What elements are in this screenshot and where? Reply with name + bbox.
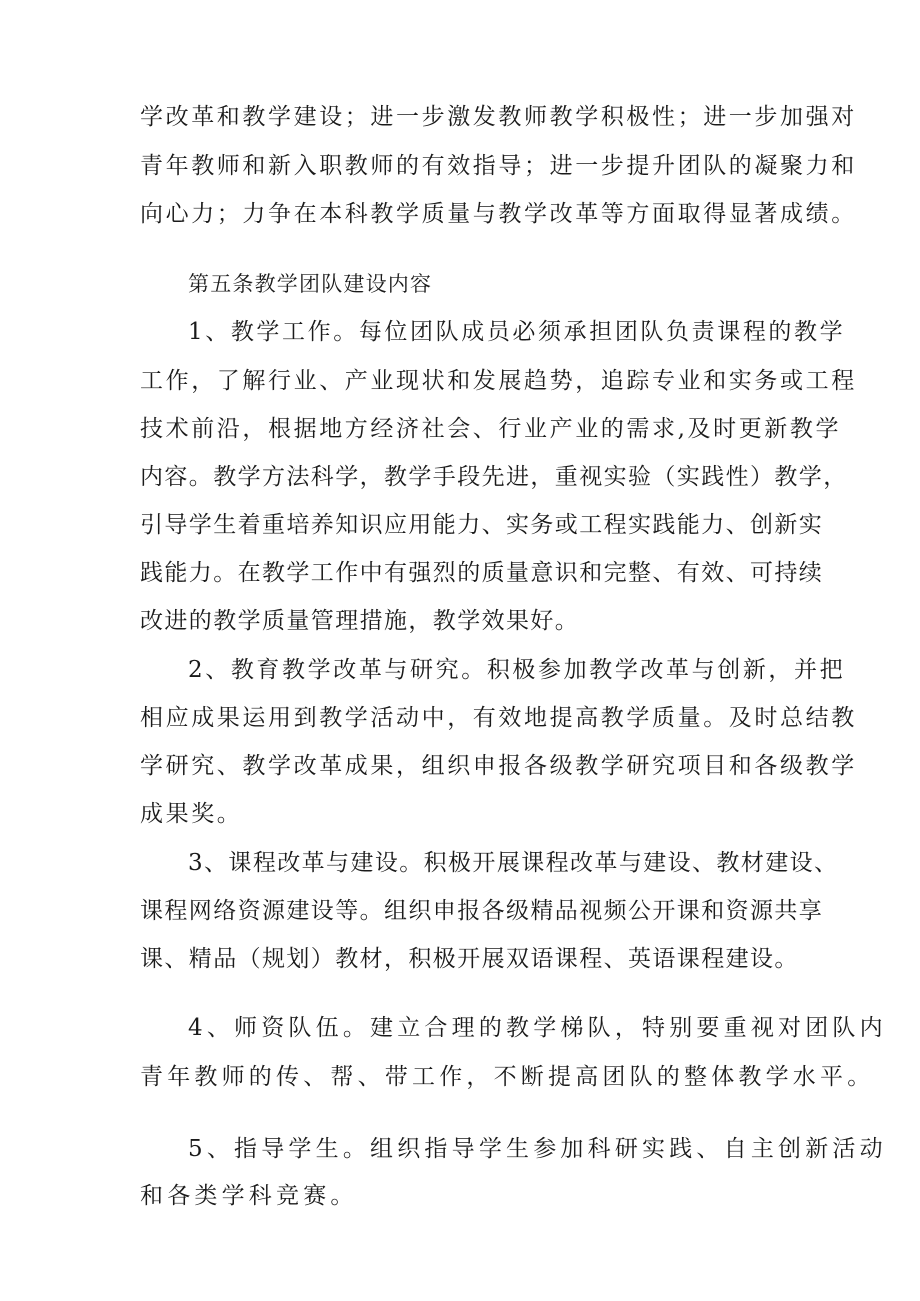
text-line: 5、指导学生。组织指导学生参加科研实践、自主创新活动 xyxy=(188,1136,887,1162)
text-line: 1、教学工作。每位团队成员必须承担团队负责课程的教学 xyxy=(188,319,846,345)
text-line: 工作，了解行业、产业现状和发展趋势，追踪专业和实务或工程 xyxy=(140,368,857,394)
text-line: 课、精品（规划）教材，积极开展双语课程、英语课程建设。 xyxy=(140,946,799,972)
text-line: 青年教师的传、帮、带工作，不断提高团队的整体教学水平。 xyxy=(140,1064,875,1090)
text-line: 技术前沿，根据地方经济社会、行业产业的需求,及时更新教学 xyxy=(140,416,842,442)
text-line: 践能力。在教学工作中有强烈的质量意识和完整、有效、可持续 xyxy=(140,560,824,586)
text-line: 青年教师和新入职教师的有效指导；进一步提升团队的凝聚力和 xyxy=(140,153,857,179)
text-line: 引导学生着重培养知识应用能力、实务或工程实践能力、创新实 xyxy=(140,512,824,538)
text-line: 4、师资队伍。建立合理的教学梯队，特别要重视对团队内 xyxy=(188,1015,887,1041)
text-line: 学研究、教学改革成果，组织申报各级教学研究项目和各级教学 xyxy=(140,753,857,779)
section-heading: 第五条教学团队建设内容 xyxy=(188,272,433,296)
text-line: 3、课程改革与建设。积极开展课程改革与建设、教材建设、 xyxy=(188,850,839,876)
text-line: 向心力；力争在本科教学质量与教学改革等方面取得显著成绩。 xyxy=(140,201,857,227)
text-line: 学改革和教学建设；进一步激发教师教学积极性；进一步加强对 xyxy=(140,104,857,130)
text-line: 课程网络资源建设等。组织申报各级精品视频公开课和资源共享 xyxy=(140,898,824,924)
text-line: 相应成果运用到教学活动中，有效地提高教学质量。及时总结教 xyxy=(140,705,857,731)
text-line: 内容。教学方法科学，教学手段先进，重视实验（实践性）教学， xyxy=(140,464,848,490)
text-line: 和各类学科竞赛。 xyxy=(140,1183,358,1209)
text-line: 改进的教学质量管理措施，教学效果好。 xyxy=(140,608,580,634)
text-line: 成果奖。 xyxy=(140,801,243,827)
text-line: 2、教育教学改革与研究。积极参加教学改革与创新，并把 xyxy=(188,657,846,683)
